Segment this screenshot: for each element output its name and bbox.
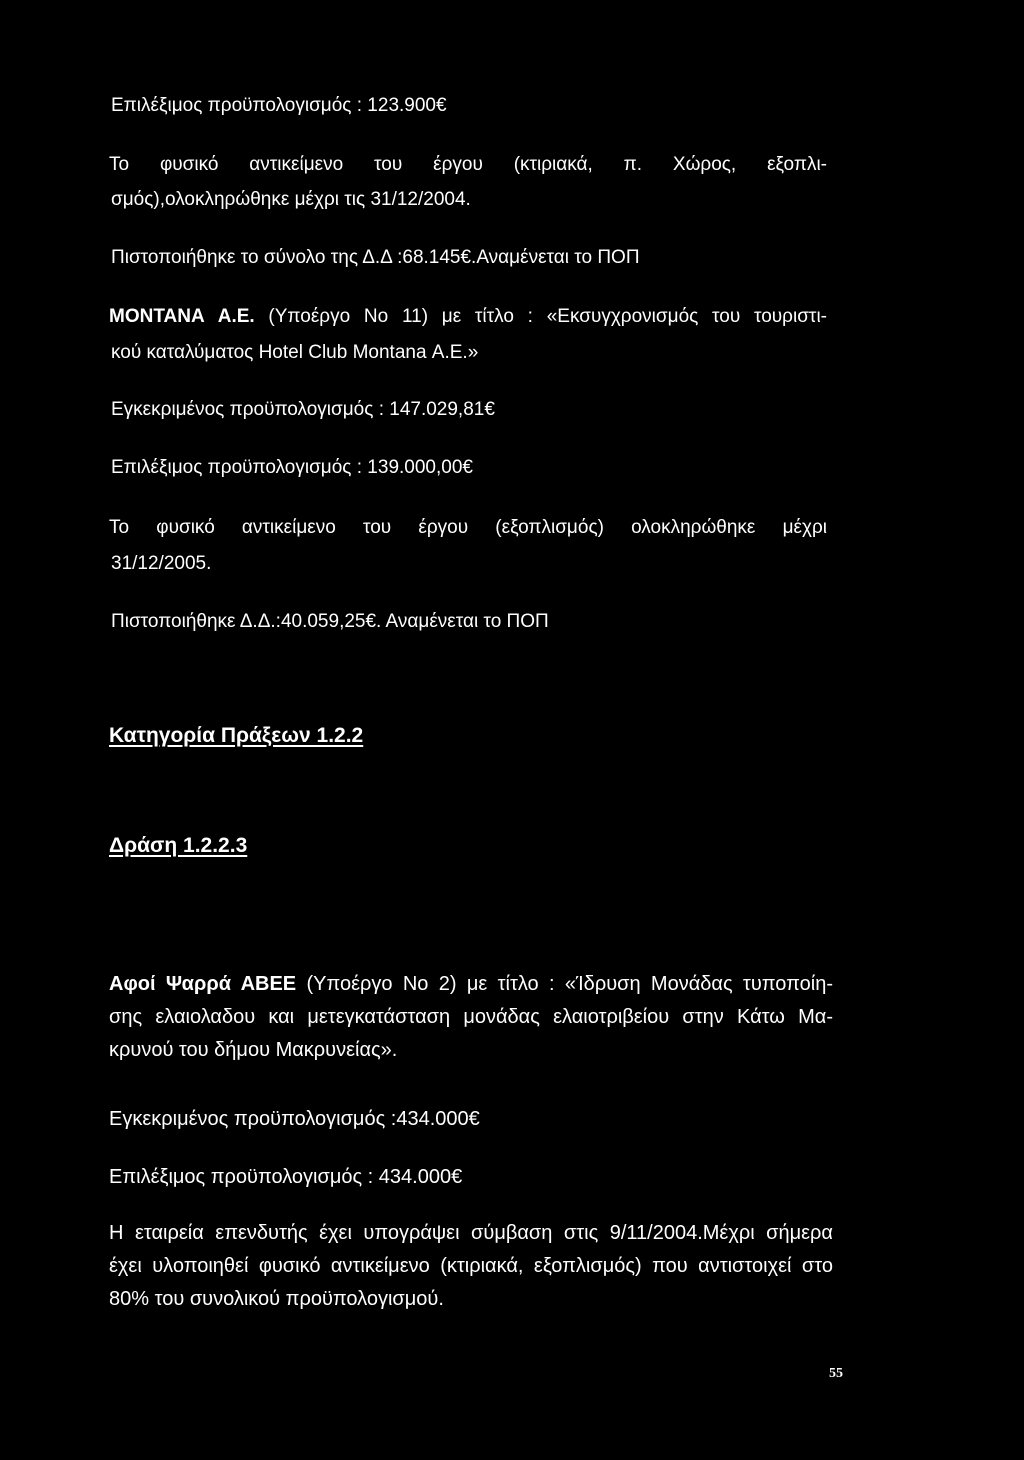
paragraph-line [109, 968, 833, 1001]
eligible-budget-text-1: Επιλέξιμος προϋπολογισμός : 123.900€ [111, 95, 447, 116]
paragraph-line: Το φυσικό αντικείμενο του έργου (κτιριακά, π. Χώρος, εξοπλι- [109, 154, 827, 175]
paragraph-line: κρυνού του δήμου Μακρυνείας». [109, 1039, 398, 1061]
physical-object-paragraph-1-end: σμός),ολοκληρώθηκε μέχρι τις 31/12/2004. [111, 189, 471, 210]
approved-budget-text-3: Εγκεκριμένος προϋπολογισμός :434.000€ [109, 1108, 480, 1130]
company-name-montana: ΜΟΝΤΑΝΑ Α.Ε. [109, 306, 255, 327]
contract-paragraph [109, 1217, 833, 1316]
certified-text-2: Πιστοποιήθηκε Δ.Δ.:40.059,25€. Αναμένεται το ΠΟΠ [111, 611, 549, 632]
eligible-budget-text-3: Επιλέξιμος προϋπολογισμός : 434.000€ [109, 1166, 463, 1188]
paragraph-line: σης ελαιολαδου και μετεγκατάσταση μονάδας ελαιοτριβείου στην Κάτω Μα- [109, 1006, 833, 1028]
action-heading: Δράση 1.2.2.3 [109, 834, 248, 857]
project-title-text: (Υποέργο Νο 2) με τίτλο : «Ίδρυση Μονάδας τυποποίη- [296, 973, 833, 995]
project-title-paragraph-2 [109, 305, 827, 329]
project-title-text: (Υποέργο Νο 11) με τίτλο : «Εκσυγχρονισμός του τουριστι- [254, 306, 827, 327]
paragraph-line: Το φυσικό αντικείμενο του έργου (εξοπλισμός) ολοκληρώθηκε μέχρι [109, 517, 827, 538]
page-number: 55 [829, 1366, 843, 1381]
project-title-paragraph-2-end: κού καταλύματος Hotel Club Montana Α.Ε.» [111, 342, 479, 363]
paragraph-line [109, 305, 827, 329]
paragraph-line: Η εταιρεία επενδυτής έχει υπογράψει σύμβαση στις 9/11/2004.Μέχρι σήμερα [109, 1222, 833, 1244]
project-title-paragraph-3 [109, 968, 833, 1067]
certified-text-1: Πιστοποιήθηκε το σύνολο της Δ.Δ :68.145€.Αναμένεται το ΠΟΠ [111, 247, 640, 268]
physical-object-paragraph-1 [109, 153, 827, 177]
paragraph-line: έχει υλοποιηθεί φυσικό αντικείμενο (κτιριακά, εξοπλισμός) που αντιστοιχεί στο [109, 1255, 833, 1277]
company-name-psarras: Αφοί Ψαρρά ΑΒΕΕ [109, 973, 297, 995]
physical-object-paragraph-2 [109, 516, 827, 540]
physical-object-paragraph-2-end: 31/12/2005. [111, 553, 212, 574]
paragraph-line: 80% του συνολικού προϋπολογισμού. [109, 1288, 444, 1310]
category-heading: Κατηγορία Πράξεων 1.2.2 [109, 724, 364, 747]
approved-budget-text-2: Εγκεκριμένος προϋπολογισμός : 147.029,81€ [111, 399, 495, 420]
eligible-budget-text-2: Επιλέξιμος προϋπολογισμός : 139.000,00€ [111, 457, 473, 478]
